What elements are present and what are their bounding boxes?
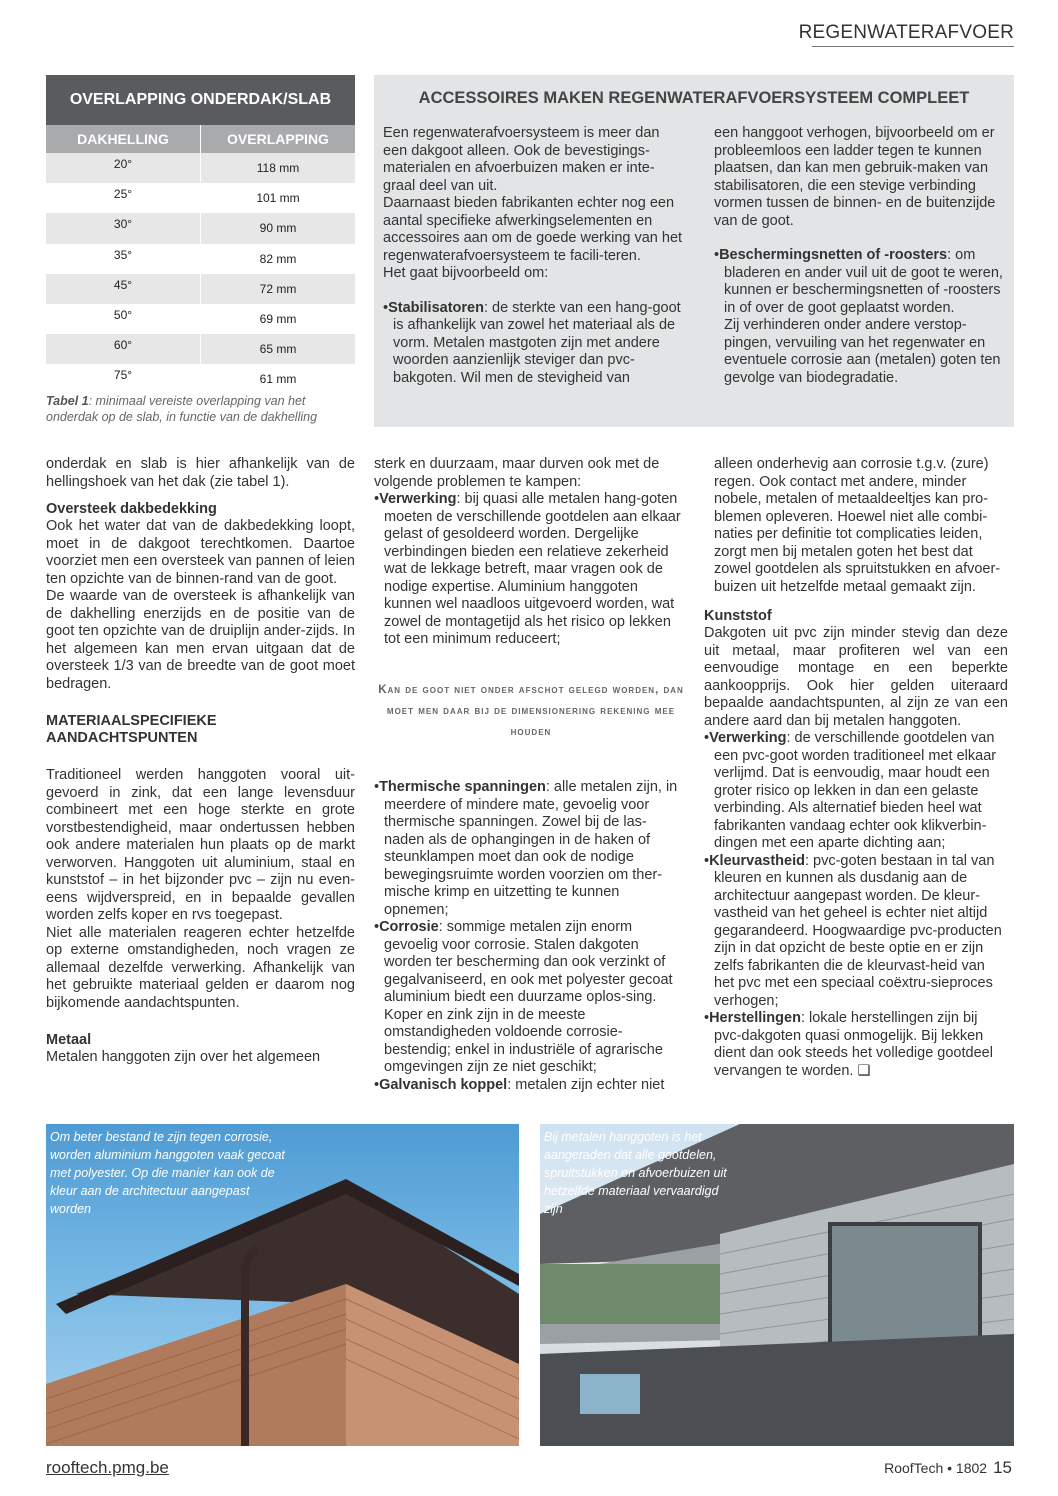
- paragraph: Ook het water dat van de dakbedekking loopt, moet in de dakgoot terechtkomen. Daartoe voorziet men een oversteek van pannen of leien ten opzichte van de binnen-rand van de goot.: [46, 518, 355, 587]
- paragraph: Traditioneel werden hanggoten vooral uit-gevoerd in zink, dat een lange levensduur combineert met een hoge sterkte en grote vorstbestendigheid, maar ondertussen hebben ook andere materialen hun plaats op de markt verworven. Hanggoten uit aluminium, staal en kunststof – in het bijzonder pvc – zijn nu even-eens wijdverspreid, en in bepaalde gevallen worden zelfs koper en rvs toegepast.: [46, 767, 355, 923]
- header-overlapping: OVERLAPPING: [227, 131, 329, 147]
- heading-kunststof: Kunststof: [704, 608, 772, 624]
- cell-overlapping: 118 mm: [256, 161, 300, 175]
- cell-overlapping: 61 mm: [259, 372, 297, 387]
- paragraph: alleen onderhevig aan corrosie t.g.v. (zure) regen. Ook contact met andere, minder nobele, metalen of metaaldeeltjes kan pro-blemen opleveren. Hoewel niet alle combi-naties per definitie tot complicaties leiden, zorgt men bij metalen goten het best dat zowel gootdelen als spruitstukken en afvoer-buizen uit hetzelfde metaal gemaakt zijn.: [714, 456, 1001, 595]
- table-header: [46, 125, 355, 153]
- cell-dakhelling: 75°: [46, 364, 201, 394]
- table-row: [46, 304, 355, 334]
- bullet-kleurvastheid: •Kleurvastheid: pvc-goten bestaan in tal van kleuren en kunnen als dusdanig aan de architectuur aangepast worden. De kleur-vastheid van het geheel is echter niet altijd gegarandeerd. Hoogwaardige pvc-producten zijn in dat opzicht de beste optie en er zijn zelfs fabrikanten die de kleurvast-heid van het pvc met een speciaal coëxtru-sieproces verhogen;: [704, 852, 1002, 1009]
- bullet-verwerking-pvc: •Verwerking: de verschillende gootdelen van een pvc-goot worden traditioneel met elkaar verlijmd. Dat is eenvoudig, maar houdt een groter risico op lekken in dan een gelaste verbinding. Als alternatief bieden heel wat fabrikanten vandaag echter ook klikverbin-dingen met een aparte dichting aan;: [704, 730, 997, 851]
- caption-label: Tabel 1: [46, 394, 89, 408]
- paragraph: De waarde van de oversteek is afhankelijk van de dakhelling enerzijds en de positie van de goot ten opzichte van de druiplijn ander-zijds. In het algemeen kan men ervan uitgaan dat de oversteek 1/3 van de breedte van de goot moet bedragen.: [46, 588, 355, 692]
- cell-dakhelling: 35°: [46, 244, 201, 274]
- section-title: REGENWATERAFVOER: [798, 22, 1014, 43]
- accessories-box: [374, 75, 1014, 427]
- text-column-3: [704, 456, 1008, 1080]
- table-row: [46, 274, 355, 304]
- cell-dakhelling: 60°: [46, 334, 201, 364]
- cell-overlapping: 72 mm: [259, 281, 297, 296]
- box-bullet-beschermingsnetten: •Beschermingsnetten of -roosters: om bladeren en ander vuil uit de goot te weren, kunnen er beschermingsnetten of -roosters in of over de goot geplaatst worden.: [714, 247, 1003, 316]
- bullet-galvanisch: •Galvanisch koppel: metalen zijn echter niet: [374, 1076, 665, 1093]
- box-right-column: [714, 125, 1008, 387]
- overlap-table: [46, 75, 355, 395]
- box-paragraph: Het gaat bijvoorbeeld om:: [383, 265, 549, 281]
- text-column-2: [374, 456, 686, 649]
- photo-caption-left: Om beter bestand te zijn tegen corrosie, worden aluminium hanggoten vaak gecoat met polyester. Op die manier kan ook de kleur aan de architectuur aangepast worden: [50, 1130, 285, 1216]
- box-paragraph: een hanggoot verhogen, bijvoorbeeld om er probleemloos een ladder tegen te kunnen plaatsen, dan kan men gebruik-maken van stabilisatoren, die een stevige verbinding vormen tussen de binnen- en de buitenzijde van de goot.: [714, 125, 996, 229]
- box-paragraph: Zij verhinderen onder andere verstop-pingen, vervuiling van het regenwater en eventuele corrosie aan (metalen) goten ten gevolge van biodegradatie.: [724, 317, 1001, 386]
- cell-overlapping: 90 mm: [259, 221, 297, 236]
- cell-overlapping: 65 mm: [259, 342, 297, 357]
- text-column-2b: [374, 779, 686, 1094]
- footer-issue: [884, 1458, 1012, 1478]
- box-left-column: [383, 125, 683, 387]
- caption-text: : minimaal vereiste overlapping van het onderdak op de slab, in functie van de dakhelling: [46, 394, 318, 424]
- table-title: OVERLAPPING ONDERDAK/SLAB: [46, 75, 355, 125]
- cell-dakhelling: 45°: [46, 274, 201, 304]
- box-bullet-stabilisatoren: •Stabilisatoren: de sterkte van een hang-goot is afhankelijk van zowel het materiaal als de vorm. Metalen mastgoten zijn met andere woorden aanzienlijk steviger dan pvc-bakgoten. Wil men de stevigheid van: [383, 299, 681, 386]
- box-paragraph: Een regenwaterafvoersysteem is meer dan een dakgoot alleen. Ook de bevestigings-materialen en afvoerbuizen maken er inte-graal deel van uit.: [383, 125, 660, 194]
- heading-metaal: Metaal: [46, 1032, 92, 1048]
- table-row: [46, 334, 355, 364]
- magazine-issue: RoofTech • 1802: [884, 1460, 988, 1476]
- cell-overlapping: 82 mm: [259, 251, 297, 266]
- bullet-corrosie: •Corrosie: sommige metalen zijn enorm gevoelig voor corrosie. Stalen dakgoten worden ter bescherming dan ook verzinkt of gegalvaniseerd, en ook met polyester gecoat aluminium biedt een duurzame oplos-sing. Koper en zink zijn in de meeste omstandigheden voldoende corrosie-bestendig; enkel in industriële of agrarische omgevingen zijn ze niet geschikt;: [374, 919, 673, 1075]
- photo-gutter-roof: [46, 1124, 519, 1446]
- table-row: [46, 153, 355, 183]
- text-column-1: [46, 456, 355, 1067]
- cell-dakhelling: 50°: [46, 304, 201, 334]
- table-body: [46, 153, 355, 395]
- pull-quote: Kan de goot niet onder afschot gelegd worden, dan moet men daar bij de dimensionering rekening mee houden: [378, 684, 684, 738]
- cell-dakhelling: 30°: [46, 213, 201, 243]
- table-row: [46, 213, 355, 243]
- paragraph: Dakgoten uit pvc zijn minder stevig dan deze uit metaal, maar profiteren wel van een eenvoudige montage en een beperkte aankoopprijs. Ook hier gelden uiteraard bepaalde aandachtspunten, al zijn ze van een andere aard dan bij metalen hanggoten.: [704, 625, 1008, 729]
- heading-materiaal: MATERIAALSPECIFIEKE AANDACHTSPUNTEN: [46, 713, 217, 746]
- cell-dakhelling: 20°: [46, 153, 201, 183]
- paragraph: Niet alle materialen reageren echter hetzelfde op externe omstandigheden, noch vragen ze allemaal dezelfde verwerking. Afhankelijk van het gebruikte materiaal gelden er daarom nog bijkomende aandachtspunten.: [46, 924, 355, 1011]
- cell-overlapping: 69 mm: [259, 311, 297, 326]
- cell-dakhelling: 25°: [46, 183, 201, 213]
- header-rule: [812, 46, 1014, 47]
- bullet-thermisch: •Thermische spanningen: alle metalen zijn, in meerdere of mindere mate, gevoelig voor thermische spanningen. Zowel bij de las-naden als de ophangingen in de haken of steunklampen moet dan ook de nodige bewegingsruimte worden voorzien om ther-mische krimp en uitzetting te kunnen opnemen;: [374, 779, 678, 918]
- header-dakhelling: DAKHELLING: [46, 125, 201, 153]
- cell-overlapping: 101 mm: [256, 191, 300, 206]
- table-row: [46, 183, 355, 213]
- box-title: ACCESSOIRES MAKEN REGENWATERAFVOERSYSTEEM COMPLEET: [418, 89, 970, 107]
- paragraph: Metalen hanggoten zijn over het algemeen: [46, 1049, 321, 1065]
- page-number: 15: [993, 1458, 1012, 1477]
- table-caption: [46, 393, 346, 425]
- heading-oversteek: Oversteek dakbedekking: [46, 501, 217, 517]
- photo-caption-right: Bij metalen hanggoten is het aangeraden dat alle gootdelen, spruitstukken en afvoerbuizen uit hetzelfde materiaal vervaardigd zijn: [544, 1130, 727, 1216]
- paragraph: onderdak en slab is hier afhankelijk van de hellingshoek van het dak (zie tabel 1).: [46, 456, 355, 490]
- photo-terrace: [540, 1124, 1014, 1446]
- website-link[interactable]: rooftech.pmg.be: [46, 1458, 169, 1477]
- table-row: [46, 364, 355, 394]
- bullet-herstellingen: •Herstellingen: lokale herstellingen zijn bij pvc-dakgoten quasi onmogelijk. Bij lekken dient dan ook steeds het volledige gootdeel vervangen te worden. ❑: [704, 1010, 993, 1079]
- paragraph: sterk en duurzaam, maar durven ook met de volgende problemen te kampen:: [374, 456, 660, 490]
- bullet-verwerking: •Verwerking: bij quasi alle metalen hang-goten moeten de verschillende gootdelen aan elkaar gelast of gesoldeerd worden. Dergelijke verbindingen bieden een relatieve zekerheid wat de lekkage betreft, maar vragen ook de nodige expertise. Aluminium hanggoten kunnen wel naadloos uitgevoerd worden, wat zowel de montagetijd als het risico op lekken tot een minimum reduceert;: [374, 491, 681, 647]
- table-row: [46, 244, 355, 274]
- box-paragraph: Daarnaast bieden fabrikanten echter nog een aantal specifieke afwerkingselementen en accessoires aan om de goede werking van het regenwaterafvoersysteem te facili-teren.: [383, 195, 683, 264]
